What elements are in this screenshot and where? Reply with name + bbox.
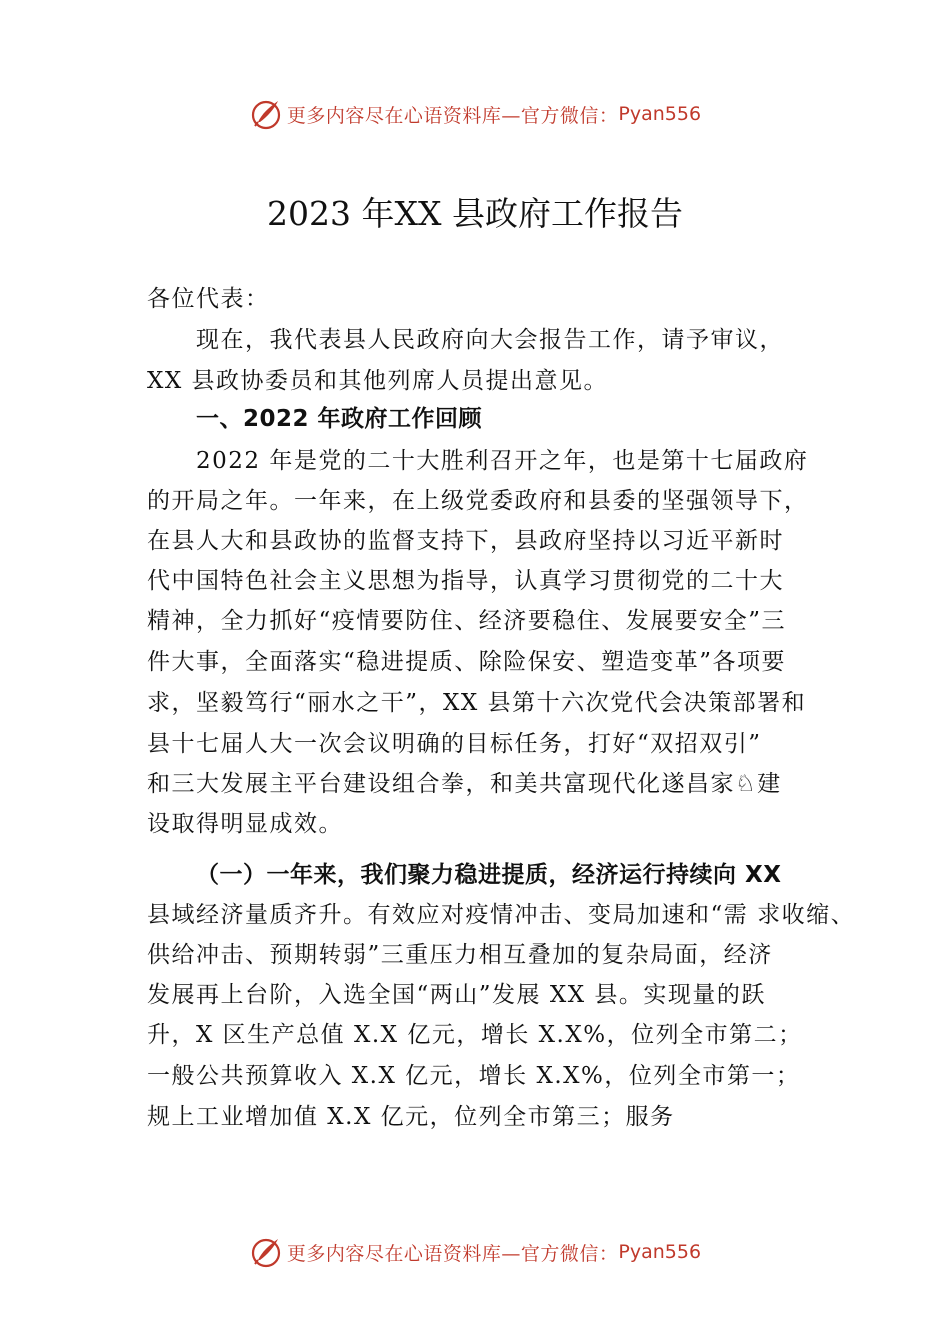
- salutation: 各位代表：: [147, 286, 270, 312]
- body-line: 在县人大和县政协的监督支持下，县政府坚持以习近平新时: [147, 528, 784, 554]
- body-line: 求，坚毅笃行“丽水之干”，XX 县第十六次党代会决策部署和: [147, 690, 807, 716]
- quill-logo-icon: [249, 97, 283, 131]
- document-title: 2023 年XX 县政府工作报告: [267, 194, 683, 233]
- body-line: 设取得明显成效。: [147, 811, 343, 837]
- body-line: 县十七届人大一次会议明确的目标任务，打好“双招双引”: [147, 731, 762, 757]
- subsection-heading: （一）一年来，我们聚力稳进提质，经济运行持续向 XX: [196, 862, 782, 888]
- banner-handle: Pyan556: [618, 1241, 702, 1263]
- body-line: 代中国特色社会主义思想为指导，认真学习贯彻党的二十大: [147, 568, 784, 594]
- body-line: 发展再上台阶，入选全国“两山”发展 XX 县。实现量的跃: [147, 982, 766, 1008]
- quill-logo-icon: [249, 1235, 283, 1269]
- banner-handle: Pyan556: [618, 103, 702, 125]
- banner-text: 更多内容尽在心语资料库—官方微信：: [286, 1242, 619, 1265]
- body-line: 件大事，全面落实“稳进提质、除险保安、塑造变革”各项要: [147, 649, 787, 675]
- body-line: 升，X 区生产总值 X.X 亿元，增长 X.X%，位列全市第二；: [147, 1022, 803, 1048]
- body-line: 一般公共预算收入 X.X 亿元，增长 X.X%，位列全市第一；: [147, 1063, 801, 1089]
- banner-text: 更多内容尽在心语资料库—官方微信：: [286, 104, 619, 127]
- body-line: 的开局之年。一年来，在上级党委政府和县委的坚强领导下，: [147, 488, 809, 514]
- body-line: XX 县政协委员和其他列席人员提出意见。: [147, 368, 609, 394]
- body-line: 2022 年是党的二十大胜利召开之年，也是第十七届政府: [196, 448, 809, 474]
- body-line: 县域经济量质齐升。有效应对疫情冲击、变局加速和“需 求收缩、: [147, 902, 856, 928]
- watermark-banner-bottom: [0, 1232, 950, 1272]
- body-line: 现在，我代表县人民政府向大会报告工作，请予审议，: [196, 327, 784, 353]
- body-line: 和三大发展主平台建设组合拳，和美共富现代化遂昌家♘建: [147, 771, 782, 797]
- body-line: 规上工业增加值 X.X 亿元，位列全市第三；服务: [147, 1104, 675, 1130]
- section-heading: 一、2022 年政府工作回顾: [196, 406, 483, 432]
- body-line: 供给冲击、预期转弱”三重压力相互叠加的复杂局面，经济: [147, 942, 773, 968]
- body-line: 精神，全力抓好“疫情要防住、经济要稳住、发展要安全”三: [147, 608, 787, 634]
- watermark-banner-top: [0, 94, 950, 134]
